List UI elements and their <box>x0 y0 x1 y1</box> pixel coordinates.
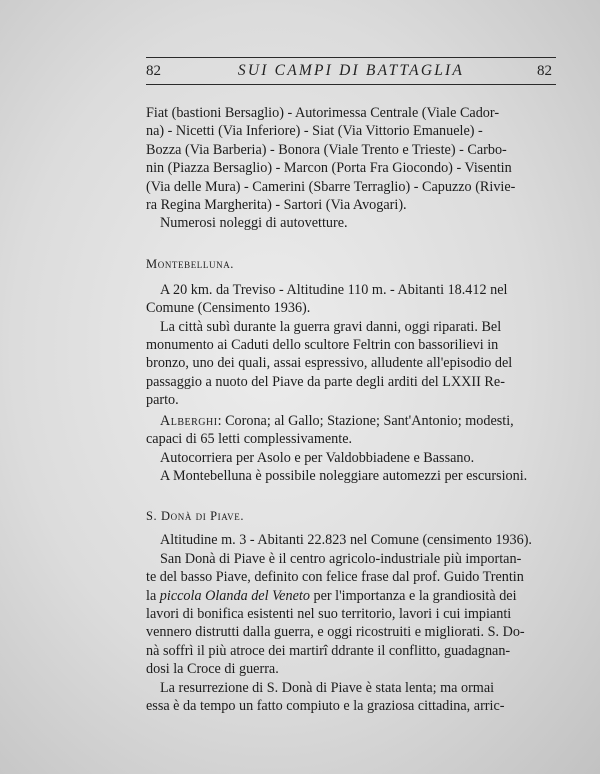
rentals-paragraph: Numerosi noleggi di autovetture. <box>160 215 348 232</box>
montebelluna-info-paragraph <box>146 281 556 318</box>
italic-phrase: piccola Olanda del Veneto <box>159 587 310 604</box>
text-line: A 20 km. da Treviso - Altitudine 110 m. - Abitanti 18.412 nel <box>160 281 508 298</box>
text-line: nà soffrì il più atroce dei martirî ddrante il conflitto, guadagnan- <box>146 642 511 659</box>
text-line: nin (Piazza Bersaglio) - Marcon (Porta Fra Giocondo) - Visentin <box>146 160 512 177</box>
text-line: te del basso Piave, definito con felice frase dal prof. Guido Trentin <box>146 569 524 586</box>
text-line: La resurrezione di S. Donà di Piave è stata lenta; ma ormai <box>160 679 495 696</box>
sdona-info-paragraph: Altitudine m. 3 - Abitanti 22.823 nel Comune (censimento 1936). <box>160 532 532 549</box>
montebelluna-hotels-paragraph <box>146 412 556 449</box>
montebelluna-history-paragraph <box>146 318 556 410</box>
page-number-right: 82 <box>537 63 552 79</box>
running-header <box>146 60 556 86</box>
text-line: La città subì durante la guerra gravi danni, oggi riparati. Bel <box>160 318 502 335</box>
sdona-description-paragraph <box>146 550 556 679</box>
text-line: (Via delle Mura) - Camerini (Sbarre Terraglio) - Capuzzo (Rivie- <box>146 178 516 195</box>
text-line: passaggio a nuoto del Piave da parte degli arditi del LXXII Re- <box>146 373 505 390</box>
page-number-left: 82 <box>146 63 161 79</box>
text-line: vennero distrutti dalla guerra, e oggi ricostruiti e migliorati. S. Do- <box>146 624 525 641</box>
page-body <box>146 104 556 715</box>
header-rule-bottom <box>146 84 556 85</box>
text-line: San Donà di Piave è il centro agricolo-industriale più importan- <box>160 550 522 567</box>
text-line: dosi la Croce di guerra. <box>146 661 279 678</box>
text-line: Bozza (Via Barberia) - Bonora (Viale Trento e Trieste) - Carbo- <box>146 141 507 158</box>
montebelluna-bus-paragraph: Autocorriera per Asolo e per Valdobbiadene e Bassano. <box>160 449 475 466</box>
text-line: na) - Nicetti (Via Inferiore) - Siat (Via Vittorio Emanuele) - <box>146 123 483 140</box>
text-line: la <box>146 587 160 604</box>
text-line: Fiat (bastioni Bersaglio) - Autorimessa Centrale (Viale Cador- <box>146 105 500 121</box>
running-title: SUI CAMPI DI BATTAGLIA <box>237 62 465 79</box>
text-line: lavori di bonifica esistenti nel suo territorio, lavori i cui impianti <box>146 605 512 622</box>
section-heading-montebelluna: Montebelluna. <box>146 256 235 271</box>
text-line: : Corona; al Gallo; Stazione; Sant'Antonio; modesti, <box>217 412 514 429</box>
montebelluna-rental-paragraph: A Montebelluna è possibile noleggiare automezzi per escursioni. <box>160 467 528 484</box>
text-line: Comune (Censimento 1936). <box>146 300 311 317</box>
garages-paragraph <box>146 104 556 214</box>
text-line: monumento ai Caduti dello scultore Feltrin con bassorilievi in <box>146 337 499 354</box>
sdona-resurrection-paragraph <box>146 679 556 716</box>
text-line: parto. <box>146 392 179 409</box>
text-line: essa è da tempo un fatto compiuto e la graziosa cittadina, arric- <box>146 697 505 714</box>
section-heading-sdona: S. Donà di Piave. <box>146 509 245 524</box>
text-line: ra Regina Margherita) - Sartori (Via Avogari). <box>146 197 407 214</box>
hotels-label: Alberghi <box>160 412 218 429</box>
header-rule-top <box>146 57 556 58</box>
text-line: per l'importanza e la grandiosità dei <box>309 587 517 604</box>
text-line: capaci di 65 letti complessivamente. <box>146 431 353 448</box>
text-line: bronzo, uno dei quali, assai espressivo, alludente all'episodio del <box>146 355 513 372</box>
